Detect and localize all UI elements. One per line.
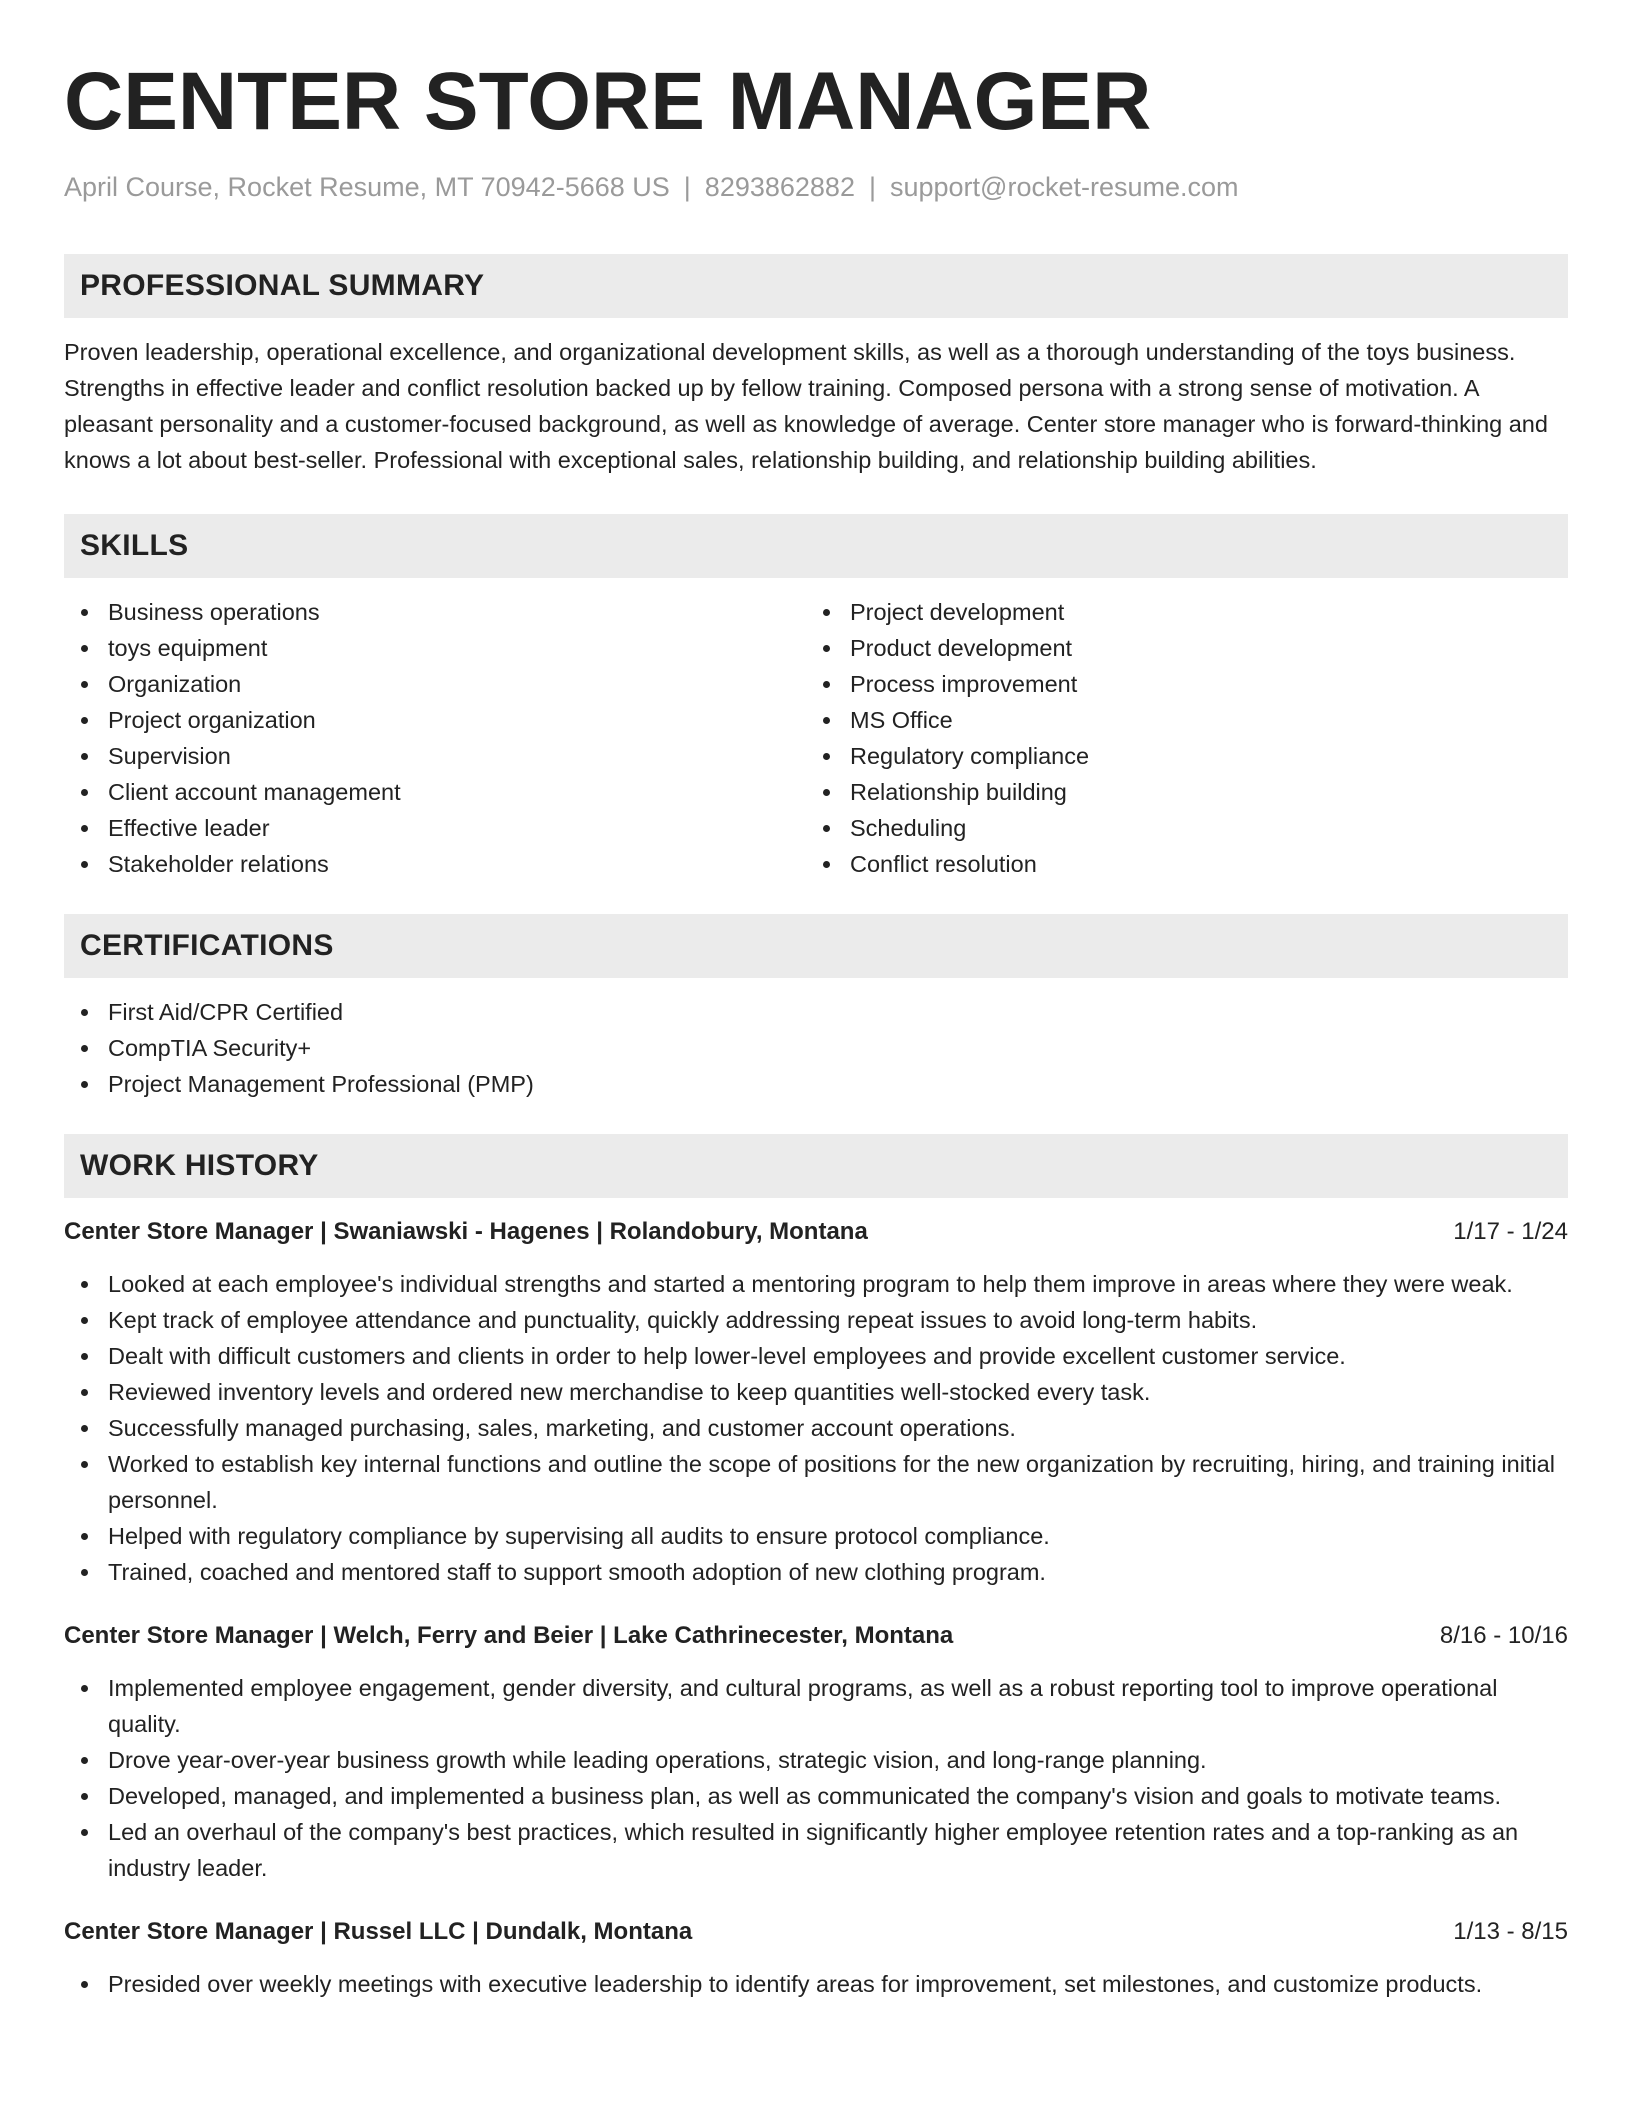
skill-item: Stakeholder relations [64, 846, 806, 882]
job-bullet: Trained, coached and mentored staff to support smooth adoption of new clothing program. [64, 1554, 1568, 1590]
job-bullet: Reviewed inventory levels and ordered new merchandise to keep quantities well-stocked every task. [64, 1374, 1568, 1410]
section-header-certifications: CERTIFICATIONS [64, 914, 1568, 978]
skills-list-right [806, 594, 1548, 882]
job-bullet: Led an overhaul of the company's best practices, which resulted in significantly higher employee retention rates and a top-ranking as an industry leader. [64, 1814, 1568, 1886]
skill-item: Client account management [64, 774, 806, 810]
skill-item: Conflict resolution [806, 846, 1548, 882]
job-bullet: Drove year-over-year business growth while leading operations, strategic vision, and long-range planning. [64, 1742, 1568, 1778]
job-title-line: Center Store Manager | Russel LLC | Dundalk, Montana [64, 1918, 693, 1945]
skill-item: Organization [64, 666, 806, 702]
skill-item: Business operations [64, 594, 806, 630]
skill-item: Product development [806, 630, 1548, 666]
skill-item: Project organization [64, 702, 806, 738]
job-bullet: Dealt with difficult customers and clients in order to help lower-level employees and provide excellent customer service. [64, 1338, 1568, 1374]
job-title-line: Center Store Manager | Welch, Ferry and Beier | Lake Cathrinecester, Montana [64, 1622, 954, 1649]
skill-item: Supervision [64, 738, 806, 774]
section-header-skills: SKILLS [64, 514, 1568, 578]
skill-item: Project development [806, 594, 1548, 630]
contact-email: support@rocket-resume.com [889, 172, 1239, 202]
skill-item: Relationship building [806, 774, 1548, 810]
job-entry [64, 1620, 1568, 1886]
skill-item: MS Office [806, 702, 1548, 738]
resume-name: CENTER STORE MANAGER [64, 56, 1152, 147]
summary-text: Proven leadership, operational excellence, and organizational development skills, as well as a thorough understanding of the toys business. Strengths in effective leader and conflict resolution backed up by fellow training. Composed persona with a strong sense of motivation. A pleasant personality and a customer-focused background, as well as knowledge of average. Center store manager who is forward-thinking and knows a lot about best-seller. Professional with exceptional sales, relationship building, and relationship building abilities. [64, 339, 1548, 473]
job-entry [64, 1916, 1568, 2002]
skill-item: toys equipment [64, 630, 806, 666]
certification-item: First Aid/CPR Certified [64, 994, 1568, 1030]
job-bullet: Successfully managed purchasing, sales, marketing, and customer account operations. [64, 1410, 1568, 1446]
job-bullet: Implemented employee engagement, gender diversity, and cultural programs, as well as a robust reporting tool to improve operational quality. [64, 1670, 1568, 1742]
job-entry [64, 1216, 1568, 1590]
contact-address: April Course, Rocket Resume, MT 70942-5668 US [64, 172, 670, 202]
contact-phone: 8293862882 [704, 172, 855, 202]
job-header [64, 1620, 1568, 1652]
contact-separator: | [683, 172, 691, 202]
skills-grid [64, 594, 1568, 882]
job-dates: 1/13 - 8/15 [1453, 1918, 1568, 1945]
job-bullets [64, 1266, 1568, 1590]
certification-item: Project Management Professional (PMP) [64, 1066, 1568, 1102]
skills-list-left [64, 594, 806, 882]
job-dates: 8/16 - 10/16 [1439, 1622, 1568, 1649]
job-bullet: Helped with regulatory compliance by supervising all audits to ensure protocol compliance. [64, 1518, 1568, 1554]
skill-item: Scheduling [806, 810, 1548, 846]
section-header-work-history: WORK HISTORY [64, 1134, 1568, 1198]
job-bullets [64, 1966, 1568, 2002]
certifications-list [64, 994, 1568, 1102]
job-bullet: Worked to establish key internal functions and outline the scope of positions for the new organization by recruiting, hiring, and training initial personnel. [64, 1446, 1568, 1518]
certification-item: CompTIA Security+ [64, 1030, 1568, 1066]
job-bullet: Kept track of employee attendance and punctuality, quickly addressing repeat issues to avoid long-term habits. [64, 1302, 1568, 1338]
skill-item: Effective leader [64, 810, 806, 846]
job-dates: 1/17 - 1/24 [1453, 1218, 1568, 1245]
job-header [64, 1916, 1568, 1948]
job-bullets [64, 1670, 1568, 1886]
contact-line [64, 170, 1568, 204]
contact-separator: | [868, 172, 876, 202]
job-bullet: Looked at each employee's individual strengths and started a mentoring program to help them improve in areas where they were weak. [64, 1266, 1568, 1302]
job-bullet: Presided over weekly meetings with executive leadership to identify areas for improvement, set milestones, and customize products. [64, 1966, 1568, 2002]
skill-item: Process improvement [806, 666, 1548, 702]
section-header-summary: PROFESSIONAL SUMMARY [64, 254, 1568, 318]
job-header [64, 1216, 1568, 1248]
job-title-line: Center Store Manager | Swaniawski - Hagenes | Rolandobury, Montana [64, 1218, 868, 1245]
job-bullet: Developed, managed, and implemented a business plan, as well as communicated the company's vision and goals to motivate teams. [64, 1778, 1568, 1814]
skill-item: Regulatory compliance [806, 738, 1548, 774]
